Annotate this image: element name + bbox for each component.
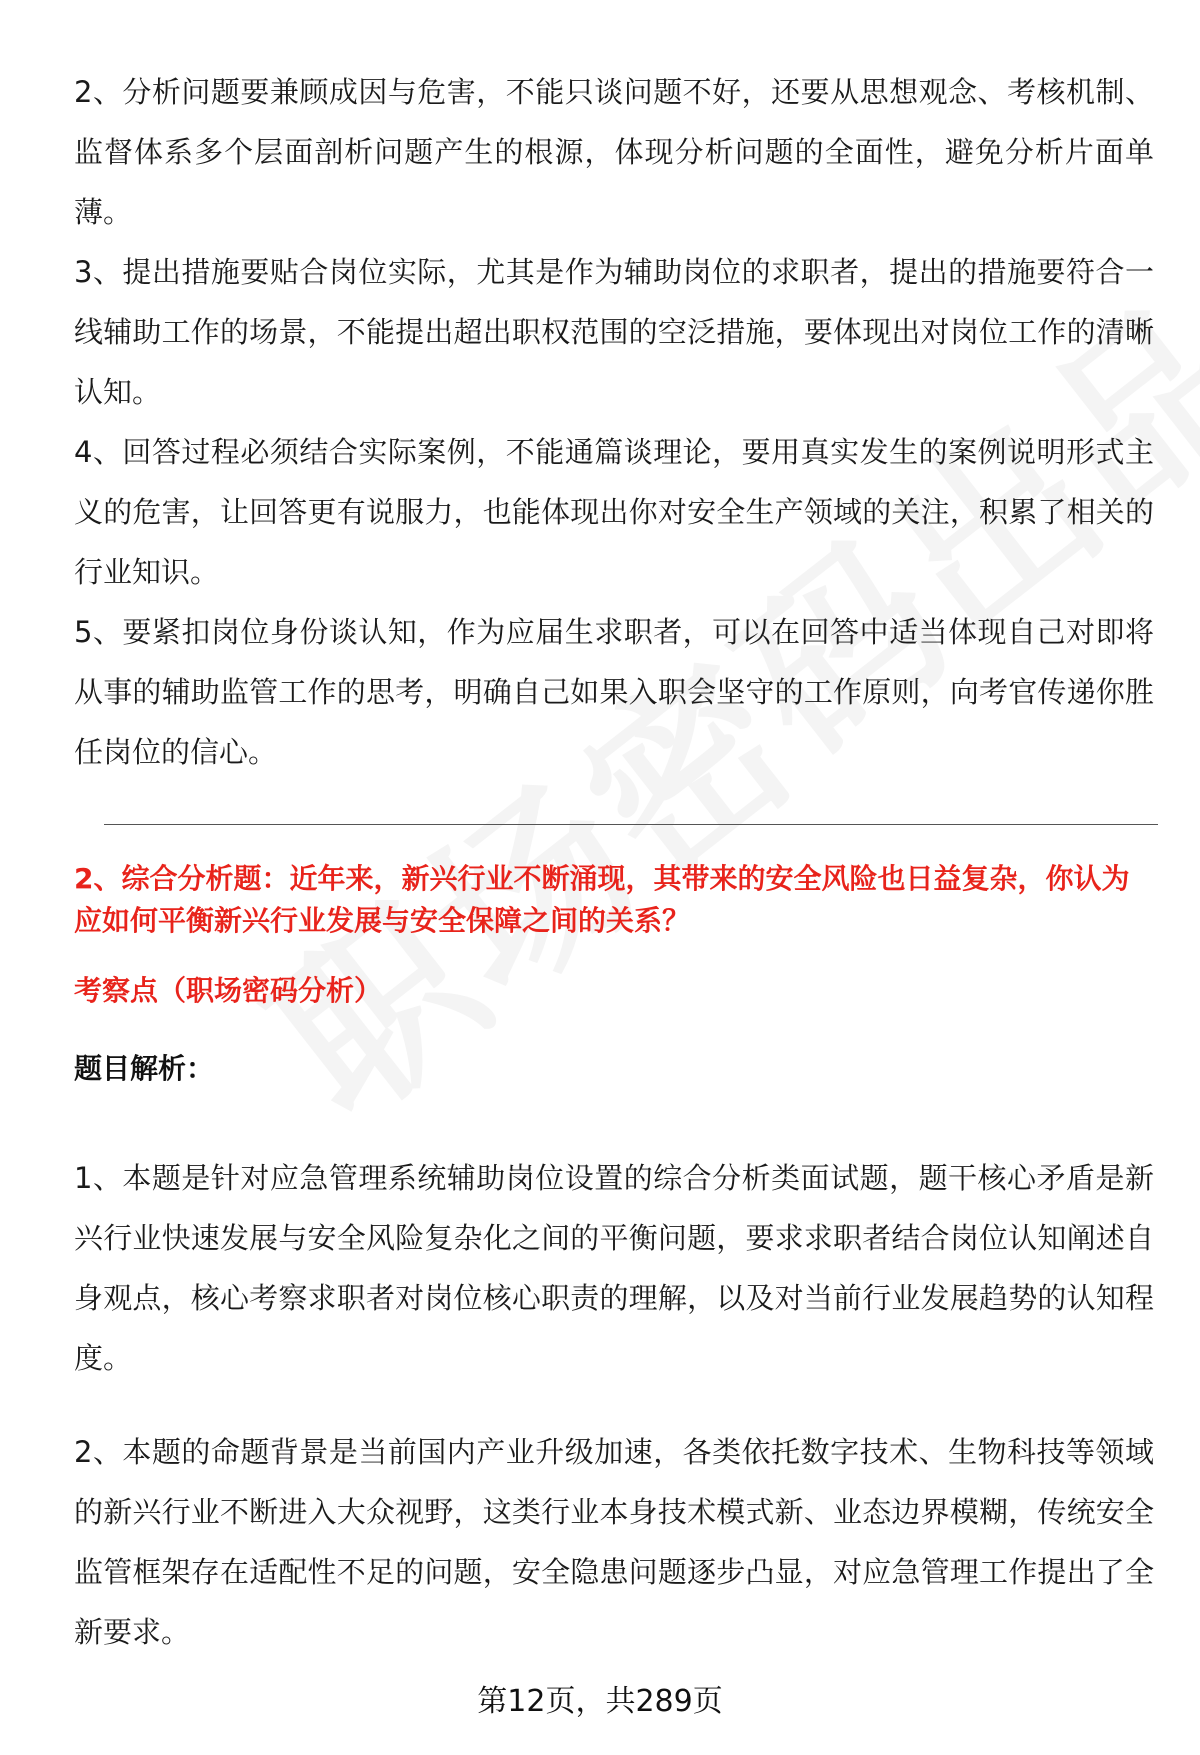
point-4: 4、回答过程必须结合实际案例，不能通篇谈理论，要用真实发生的案例说明形式主义的危害，让回答更有说服力，也能体现出你对安全生产领域的关注，积累了相关的行业知识。 bbox=[74, 435, 1154, 589]
section-divider bbox=[104, 824, 1158, 825]
question-block bbox=[74, 858, 1154, 1090]
exam-point-heading: 考察点（职场密码分析） bbox=[74, 974, 383, 1007]
point-3: 3、提出措施要贴合岗位实际，尤其是作为辅助岗位的求职者，提出的措施要符合一线辅助工作的场景，不能提出超出职权范围的空泛措施，要体现出对岗位工作的清晰认知。 bbox=[74, 255, 1154, 409]
analysis-point-1: 1、本题是针对应急管理系统辅助岗位设置的综合分析类面试题，题干核心矛盾是新兴行业快速发展与安全风险复杂化之间的平衡问题，要求求职者结合岗位认知阐述自身观点，核心考察求职者对岗位核心职责的理解，以及对当前行业发展趋势的认知程度。 bbox=[74, 1161, 1154, 1375]
top-points-section bbox=[74, 62, 1154, 782]
page-number: 第12页，共289页 bbox=[477, 1684, 723, 1719]
analysis-heading: 题目解析： bbox=[74, 1052, 215, 1085]
point-2: 2、分析问题要兼顾成因与危害，不能只谈问题不好，还要从思想观念、考核机制、监督体系多个层面剖析问题产生的根源，体现分析问题的全面性，避免分析片面单薄。 bbox=[74, 75, 1154, 229]
analysis-point-2: 2、本题的命题背景是当前国内产业升级加速，各类依托数字技术、生物科技等领域的新兴行业不断进入大众视野，这类行业本身技术模式新、业态边界模糊，传统安全监管框架存在适配性不足的问题，安全隐患问题逐步凸显，对应急管理工作提出了全新要求。 bbox=[74, 1435, 1154, 1649]
point-5: 5、要紧扣岗位身份谈认知，作为应届生求职者，可以在回答中适当体现自己对即将从事的辅助监管工作的思考，明确自己如果入职会坚守的工作原则，向考官传递你胜任岗位的信心。 bbox=[74, 615, 1154, 769]
analysis-section bbox=[74, 1148, 1154, 1662]
question-title: 2、综合分析题：近年来，新兴行业不断涌现，其带来的安全风险也日益复杂，你认为应如何平衡新兴行业发展与安全保障之间的关系？ bbox=[74, 862, 1130, 937]
